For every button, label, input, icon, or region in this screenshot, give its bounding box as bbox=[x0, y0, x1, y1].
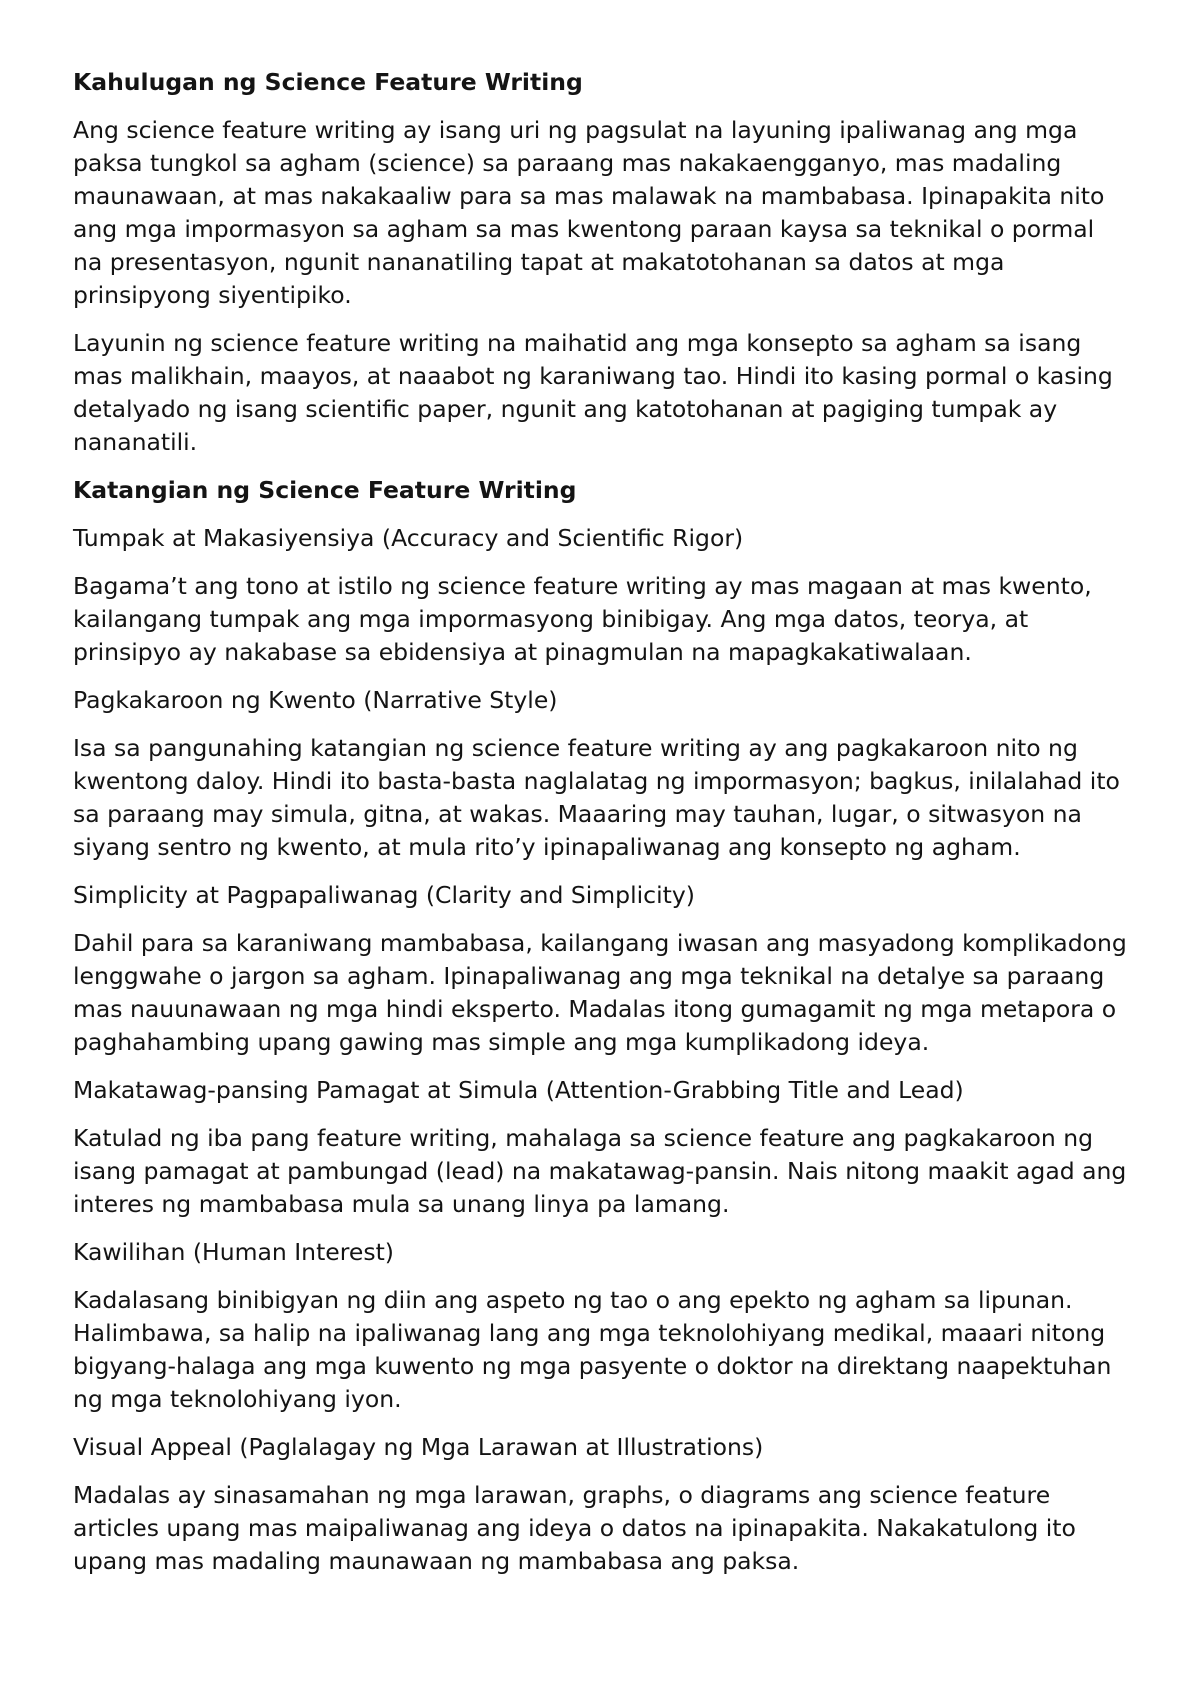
paragraph-purpose: Layunin ng science feature writing na maihatid ang mga konsepto sa agham sa isang mas malikhain, maayos, at naaabot ng karaniwang tao. Hindi ito kasing pormal o kasing detalyado ng isang scientific paper, ngunit ang katotohanan at pagiging tumpak ay nananatili. bbox=[73, 329, 1113, 456]
subheading-title-lead: Makatawag-pansing Pamagat at Simula (Attention-Grabbing Title and Lead) bbox=[73, 1076, 964, 1104]
subheading-visual-appeal: Visual Appeal (Paglalagay ng Mga Larawan at Illustrations) bbox=[73, 1433, 764, 1461]
paragraph-visual-appeal: Madalas ay sinasamahan ng mga larawan, graphs, o diagrams ang science feature articles upang mas maipaliwanag ang ideya o datos na ipinapakita. Nakakatulong ito upang mas madaling maunawaan ng mambabasa ang paksa. bbox=[73, 1481, 1076, 1575]
subheading-narrative: Pagkakaroon ng Kwento (Narrative Style) bbox=[73, 686, 558, 714]
section-heading-katangian: Katangian ng Science Feature Writing bbox=[73, 476, 577, 504]
paragraph-title-lead: Katulad ng iba pang feature writing, mahalaga sa science feature ang pagkakaroon ng isang pamagat at pambungad (lead) na makatawag-pansin. Nais nitong maakit agad ang interes ng mambabasa mula sa unang linya pa lamang. bbox=[73, 1124, 1127, 1218]
paragraph-narrative: Isa sa pangunahing katangian ng science feature writing ay ang pagkakaroon nito ng kwentong daloy. Hindi ito basta-basta naglalatag ng impormasyon; bagkus, inilalahad ito sa paraang may simula, gitna, at wakas. Maaaring may tauhan, lugar, o sitwasyon na siyang sentro ng kwento, at mula rito’y ipinapaliwanag ang konsepto ng agham. bbox=[73, 734, 1120, 861]
paragraph-accuracy: Bagama’t ang tono at istilo ng science feature writing ay mas magaan at mas kwento, kailangang tumpak ang mga impormasyong binibigay. Ang mga datos, teorya, at prinsipyo ay nakabase sa ebidensiya at pinagmulan na mapagkakatiwalaan. bbox=[73, 572, 1092, 666]
paragraph-clarity: Dahil para sa karaniwang mambabasa, kailangang iwasan ang masyadong komplikadong lenggwahe o jargon sa agham. Ipinapaliwanag ang mga teknikal na detalye sa paraang mas nauunawaan ng mga hindi eksperto. Madalas itong gumagamit ng mga metapora o paghahambing upang gawing mas simple ang mga kumplikadong ideya. bbox=[73, 929, 1127, 1056]
subheading-human-interest: Kawilihan (Human Interest) bbox=[73, 1238, 394, 1266]
section-heading-kahulugan: Kahulugan ng Science Feature Writing bbox=[73, 68, 583, 96]
paragraph-human-interest: Kadalasang binibigyan ng diin ang aspeto ng tao o ang epekto ng agham sa lipunan. Halimbawa, sa halip na ipaliwanag lang ang mga teknolohiyang medikal, maaari nitong bigyang-halaga ang mga kuwento ng mga pasyente o doktor na direktang naapektuhan ng mga teknolohiyang iyon. bbox=[73, 1286, 1112, 1413]
subheading-clarity: Simplicity at Pagpapaliwanag (Clarity and Simplicity) bbox=[73, 881, 695, 909]
paragraph-definition: Ang science feature writing ay isang uri ng pagsulat na layuning ipaliwanag ang mga paksa tungkol sa agham (science) sa paraang mas nakakaengganyo, mas madaling maunawaan, at mas nakakaaliw para sa mas malawak na mambabasa. Ipinapakita nito ang mga impormasyon sa agham sa mas kwentong paraan kaysa sa teknikal o pormal na presentasyon, ngunit nananatiling tapat at makatotohanan sa datos at mga prinsipyong siyentipiko. bbox=[73, 116, 1105, 309]
subheading-accuracy: Tumpak at Makasiyensiya (Accuracy and Scientific Rigor) bbox=[73, 524, 744, 552]
